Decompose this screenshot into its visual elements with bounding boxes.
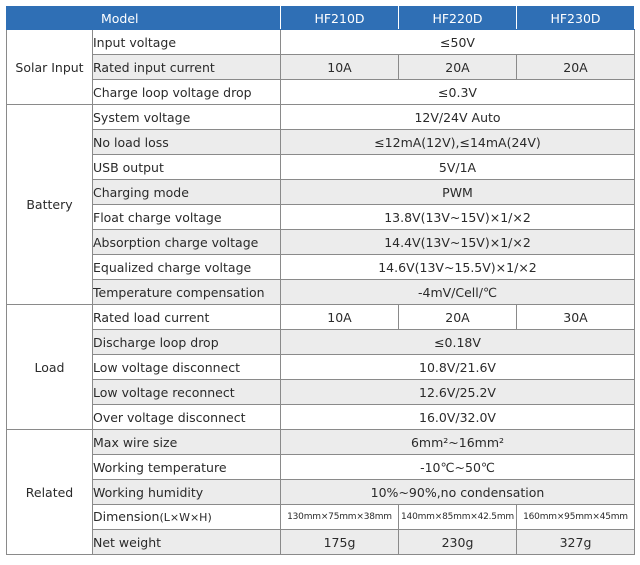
- param-value: 10A: [281, 55, 399, 80]
- param-value: 14.6V(13V~15.5V)×1/×2: [281, 255, 635, 280]
- param-label: Low voltage disconnect: [93, 355, 281, 380]
- param-value: 16.0V/32.0V: [281, 405, 635, 430]
- table-row: [7, 330, 635, 355]
- dimension-label-suffix: (L×W×H): [159, 511, 212, 524]
- param-value: 5V/1A: [281, 155, 635, 180]
- table-row: [7, 180, 635, 205]
- table-row: [7, 30, 635, 55]
- table-row: [7, 130, 635, 155]
- param-label: Float charge voltage: [93, 205, 281, 230]
- param-label: Input voltage: [93, 30, 281, 55]
- group-label-solar: Solar Input: [7, 30, 93, 105]
- group-label-battery: Battery: [7, 105, 93, 305]
- table-row: [7, 155, 635, 180]
- table-row: [7, 230, 635, 255]
- header-model-2: HF220D: [399, 7, 517, 30]
- param-value: 130mm×75mm×38mm: [281, 505, 399, 530]
- param-label-dimension: [93, 505, 281, 530]
- param-value: 6mm²~16mm²: [281, 430, 635, 455]
- param-value: 12.6V/25.2V: [281, 380, 635, 405]
- param-label: Charge loop voltage drop: [93, 80, 281, 105]
- param-value: -4mV/Cell/℃: [281, 280, 635, 305]
- header-blank: [7, 7, 93, 30]
- table-row: [7, 380, 635, 405]
- param-value: 10A: [281, 305, 399, 330]
- param-label: Rated input current: [93, 55, 281, 80]
- param-value: 14.4V(13V~15V)×1/×2: [281, 230, 635, 255]
- param-value: 10%~90%,no condensation: [281, 480, 635, 505]
- header-model-3: HF230D: [517, 7, 635, 30]
- param-value: 30A: [517, 305, 635, 330]
- param-value: 327g: [517, 530, 635, 555]
- param-label: Working humidity: [93, 480, 281, 505]
- param-value: ≤12mA(12V),≤14mA(24V): [281, 130, 635, 155]
- table-row: [7, 55, 635, 80]
- param-label: Discharge loop drop: [93, 330, 281, 355]
- header-row: [7, 7, 635, 30]
- group-label-load: Load: [7, 305, 93, 430]
- param-value: 13.8V(13V~15V)×1/×2: [281, 205, 635, 230]
- dimension-label: Dimension: [93, 509, 160, 524]
- param-value: 230g: [399, 530, 517, 555]
- table-row: [7, 80, 635, 105]
- param-value: 20A: [399, 55, 517, 80]
- param-label: Working temperature: [93, 455, 281, 480]
- param-label: System voltage: [93, 105, 281, 130]
- param-label: No load loss: [93, 130, 281, 155]
- param-value: 20A: [399, 305, 517, 330]
- param-label: Low voltage reconnect: [93, 380, 281, 405]
- param-value: 140mm×85mm×42.5mm: [399, 505, 517, 530]
- param-value: 175g: [281, 530, 399, 555]
- param-label: Rated load current: [93, 305, 281, 330]
- table-row: [7, 255, 635, 280]
- table-row: [7, 505, 635, 530]
- param-value: 10.8V/21.6V: [281, 355, 635, 380]
- param-value: ≤50V: [281, 30, 635, 55]
- param-value: PWM: [281, 180, 635, 205]
- header-model-label: Model: [93, 7, 281, 30]
- spec-table: [6, 6, 635, 555]
- param-label: Max wire size: [93, 430, 281, 455]
- param-label: Temperature compensation: [93, 280, 281, 305]
- group-label-related: Related: [7, 430, 93, 555]
- table-row: [7, 430, 635, 455]
- param-label: USB output: [93, 155, 281, 180]
- param-value: 12V/24V Auto: [281, 105, 635, 130]
- header-model-1: HF210D: [281, 7, 399, 30]
- param-label: Charging mode: [93, 180, 281, 205]
- param-label: Equalized charge voltage: [93, 255, 281, 280]
- param-value: -10℃~50℃: [281, 455, 635, 480]
- param-label: Over voltage disconnect: [93, 405, 281, 430]
- table-row: [7, 280, 635, 305]
- table-row: [7, 305, 635, 330]
- table-row: [7, 455, 635, 480]
- param-value: 160mm×95mm×45mm: [517, 505, 635, 530]
- param-value: ≤0.18V: [281, 330, 635, 355]
- table-row: [7, 205, 635, 230]
- table-row: [7, 105, 635, 130]
- table-row: [7, 530, 635, 555]
- param-value: ≤0.3V: [281, 80, 635, 105]
- param-label: Net weight: [93, 530, 281, 555]
- table-row: [7, 355, 635, 380]
- param-value: 20A: [517, 55, 635, 80]
- table-row: [7, 405, 635, 430]
- param-label: Absorption charge voltage: [93, 230, 281, 255]
- table-row: [7, 480, 635, 505]
